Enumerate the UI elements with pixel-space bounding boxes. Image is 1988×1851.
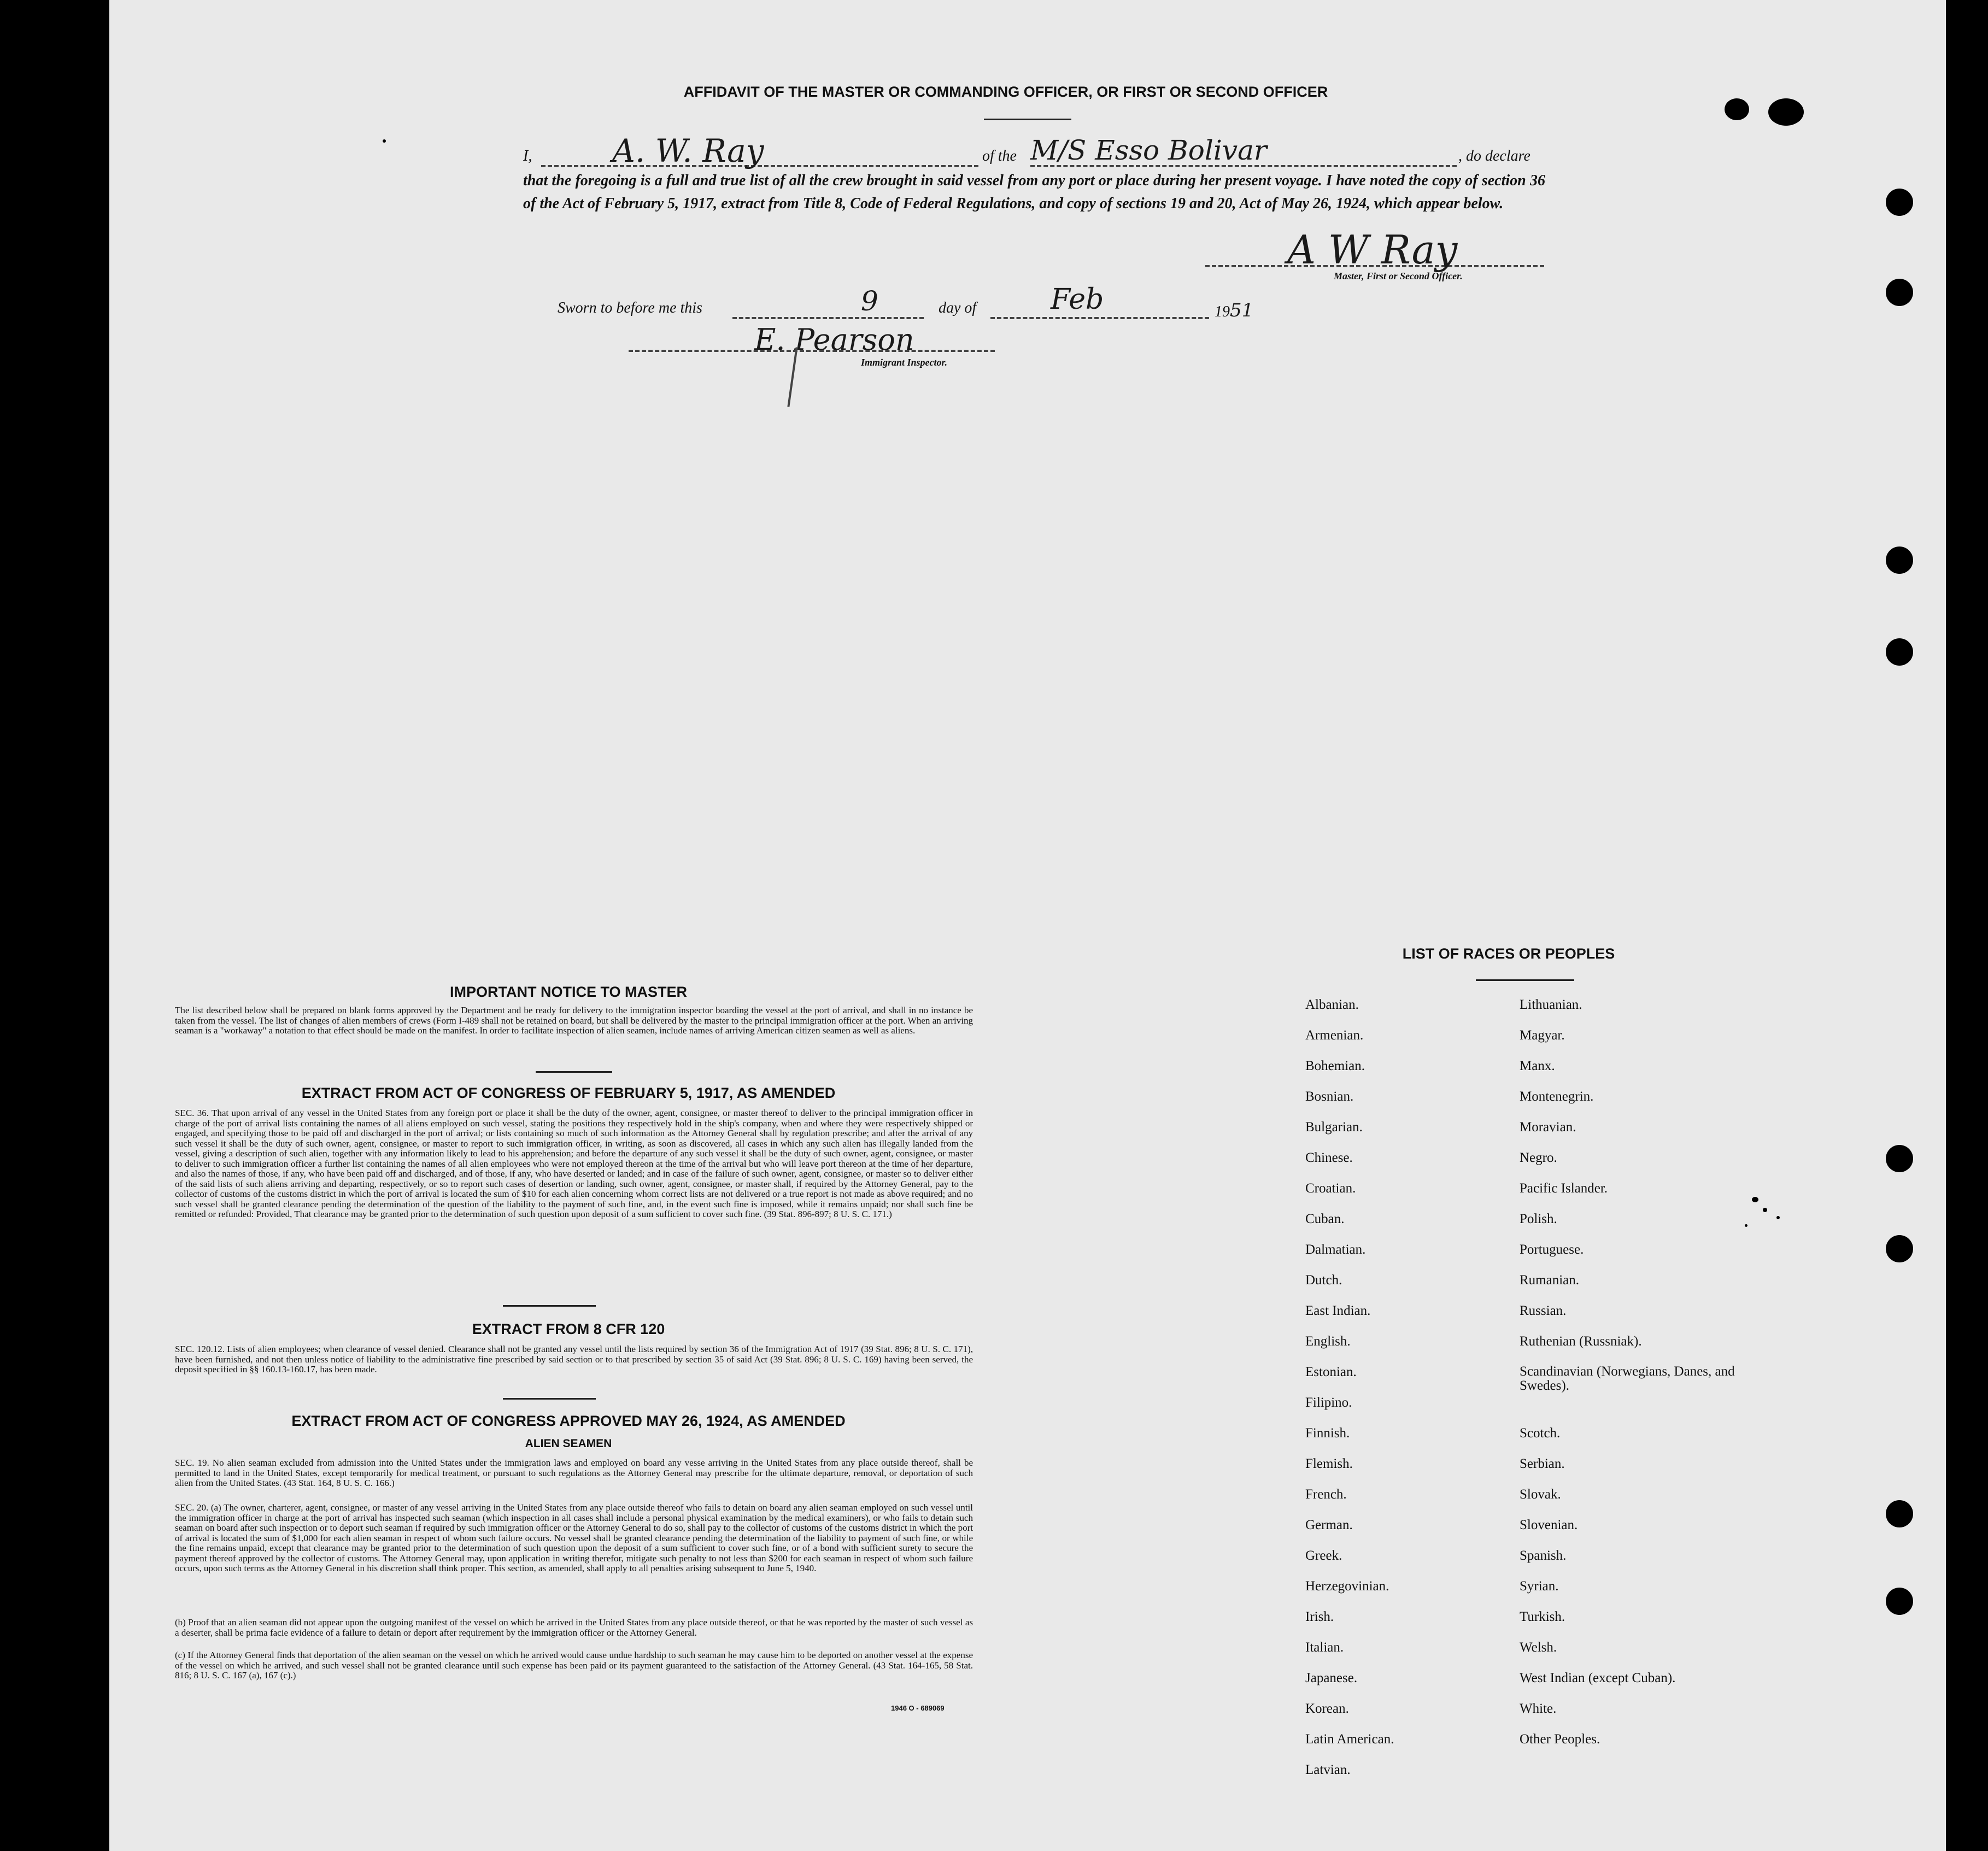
race-item: Latvian. bbox=[1305, 1762, 1351, 1777]
race-item: Slovenian. bbox=[1520, 1518, 1578, 1532]
race-item: Negro. bbox=[1520, 1150, 1557, 1165]
sworn-day-handwriting: 9 bbox=[861, 285, 878, 317]
print-code: 1946 O - 689069 bbox=[891, 1704, 945, 1712]
punch-hole bbox=[1886, 547, 1913, 574]
race-item: Portuguese. bbox=[1520, 1242, 1584, 1257]
vessel-name-handwriting: M/S Esso Bolivar bbox=[1030, 134, 1267, 166]
do-declare-label: , do declare bbox=[1458, 148, 1530, 164]
affidavit-i-label: I, bbox=[523, 148, 532, 164]
paper-speck bbox=[1776, 1216, 1780, 1219]
year-prefix: 19 bbox=[1215, 303, 1230, 320]
inspector-caption: Immigrant Inspector. bbox=[861, 357, 948, 368]
paper-speck bbox=[1763, 1208, 1767, 1212]
master-name-signature: A. W. Ray bbox=[612, 132, 764, 169]
race-item: Rumanian. bbox=[1520, 1273, 1580, 1288]
race-item: Other Peoples. bbox=[1520, 1732, 1600, 1747]
ink-blot bbox=[1725, 98, 1749, 120]
year-handwriting: 51 bbox=[1230, 299, 1254, 321]
race-item: Turkish. bbox=[1520, 1609, 1565, 1624]
punch-hole bbox=[1886, 1145, 1913, 1172]
race-item: Ruthenian (Russniak). bbox=[1520, 1334, 1642, 1349]
paper-speck bbox=[1752, 1197, 1758, 1202]
extract-1924-sec19: SEC. 19. No alien seaman excluded from admission into the United States under the immigration laws and employed on board any vesse arriving in the United States from any place outside thereof, shall be permitted to land in the United States, except temporarily for medical treatment, or pursuant to such regulations as the Attorney General may prescribe for the ultimate departure, removal, or deportation of such alien from the United States. (43 Stat. 164, 8 U. S. C. 166.) bbox=[175, 1458, 973, 1488]
notice-text: The list described below shall be prepared on blank forms approved by the Department and be ready for delivery to the immigration inspector boarding the vessel at the port of arrival, and shall in no instance be taken from the vessel. The list of changes of alien members of crews (Form I-489 shall not be retained on board, but shall be delivered by the master to the principal immigration officer at the port. When an arriving seaman is a "workaway" a notation to that effect should be made on the manifest. In order to facilitate inspection of alien seamen, include names of arriving American citizen seamen as well as aliens. bbox=[175, 1005, 973, 1036]
race-item: Italian. bbox=[1305, 1640, 1344, 1655]
extract-1917-text: SEC. 36. That upon arrival of any vessel in the United States from any foreign port or place it shall be the duty of the owner, agent, consignee, or master thereof to deliver to the principal immigration officer in charge of the port of arrival lists containing the names of all aliens employed on such vessel, stating the positions they respectively hold in the ship's company, when and where they were respectively shipped or engaged, and specifying those to be paid off and discharged in the port of arrival; or lists containing so much of such information as the Attorney General shall by regulation prescribe; and after the arrival of any such vessel it shall be the duty of such owner, agent, consignee, or master to report to such immigration officer, in writing, as soon as discovered, all cases in which any such alien has illegally landed from the vessel, giving a description of such alien, together with any information likely to lead to his apprehension; and before the departure of any such vessel it shall be the duty of such owner, agent, consignee, or master to deliver to such immigration officer a further list containing the names of all alien employees who were not employed thereon at the time of the arrival but who will leave port thereon at the time of her departure, and also the names of those, if any, who have been paid off and discharged, and of those, if any, who have deserted or landed; and in case of the failure of such owner, agent, consignee, or master so to deliver either of the said lists of such aliens arriving and departing, respectively, or so to report such cases of desertion or landing, such owner, agent, consignee, or master shall, if required by the Attorney General, pay to the collector of customs of the customs district in which the port of arrival is located the sum of $10 for each alien concerning whom correct lists are not delivered or a true report is not made as above required; and no such vessel shall be granted clearance pending the determination of the question of the liability to the payment of such fine, and, in the event such fine is imposed, while it remains unpaid; nor shall such fine be remitted or refunded: Provided, That clearance may be granted prior to the determination of such question upon deposit of a sum sufficient to cover such fine. (39 Stat. 896-897; 8 U. S. C. 171.) bbox=[175, 1108, 973, 1219]
race-item: Syrian. bbox=[1520, 1579, 1559, 1594]
race-item: Japanese. bbox=[1305, 1671, 1358, 1685]
race-item: Manx. bbox=[1520, 1059, 1555, 1073]
race-item: Latin American. bbox=[1305, 1732, 1394, 1747]
master-name-field bbox=[541, 132, 978, 169]
race-item: Finnish. bbox=[1305, 1426, 1350, 1441]
race-item: Korean. bbox=[1305, 1701, 1349, 1716]
ink-blot bbox=[1768, 98, 1804, 126]
divider bbox=[503, 1398, 596, 1400]
race-item: Albanian. bbox=[1305, 997, 1359, 1012]
race-item: Spanish. bbox=[1520, 1548, 1567, 1563]
race-item: Bohemian. bbox=[1305, 1059, 1365, 1073]
extract-1924-sec20c: (c) If the Attorney General finds that deportation of the alien seaman on the vessel on which he arrived would cause undue hardship to such seaman he may cause him to be deported on another vessel at the expense of the vessel on which he arrived, and such vessel shall not be granted clearance until such expense has been paid or its payment guaranteed to the satisfaction of the Attorney General. (43 Stat. 164-165, 58 Stat. 816; 8 U. S. C. 167 (a), 167 (c).) bbox=[175, 1650, 973, 1680]
race-item: Croatian. bbox=[1305, 1181, 1356, 1196]
punch-hole bbox=[1886, 638, 1913, 666]
race-item: Slovak. bbox=[1520, 1487, 1561, 1502]
extract-8cfr-heading: EXTRACT FROM 8 CFR 120 bbox=[472, 1321, 665, 1337]
notice-heading: IMPORTANT NOTICE TO MASTER bbox=[450, 984, 687, 1000]
race-item: Greek. bbox=[1305, 1548, 1342, 1563]
race-item: French. bbox=[1305, 1487, 1347, 1502]
divider bbox=[536, 1071, 612, 1073]
affidavit-body: that the foregoing is a full and true list of all the crew brought in said vessel from any port or place during her present voyage. I have noted the copy of section 36 of the Act of February 5, 1917, extract from Title 8, Code of Federal Regulations, and copy of sections 19 and 20, Act of May 26, 1924, which appear below. bbox=[523, 172, 1545, 212]
punch-hole bbox=[1886, 1235, 1913, 1262]
master-signature: A W Ray bbox=[1287, 227, 1458, 273]
race-item: Polish. bbox=[1520, 1212, 1557, 1226]
race-item: Armenian. bbox=[1305, 1028, 1364, 1043]
day-of-label: day of bbox=[939, 299, 977, 316]
extract-1917-heading: EXTRACT FROM ACT OF CONGRESS OF FEBRUARY 5, 1917, AS AMENDED bbox=[301, 1085, 836, 1101]
race-item: West Indian (except Cuban). bbox=[1520, 1671, 1676, 1685]
race-item: Welsh. bbox=[1520, 1640, 1557, 1655]
race-item: Herzegovinian. bbox=[1305, 1579, 1389, 1594]
race-item: Estonian. bbox=[1305, 1365, 1357, 1379]
race-item: German. bbox=[1305, 1518, 1353, 1532]
sworn-day-field bbox=[732, 285, 924, 319]
race-item: Scotch. bbox=[1520, 1426, 1561, 1441]
race-item: East Indian. bbox=[1305, 1303, 1371, 1318]
punch-hole bbox=[1886, 1500, 1913, 1527]
divider bbox=[503, 1305, 596, 1307]
race-item: Dutch. bbox=[1305, 1273, 1342, 1288]
race-item: Russian. bbox=[1520, 1303, 1567, 1318]
of-the-label: of the bbox=[982, 148, 1017, 164]
extract-8cfr-text: SEC. 120.12. Lists of alien employees; when clearance of vessel denied. Clearance shall not be granted any vessel until the lists required by section 36 of the Immigration Act of 1917 (39 Stat. 896; 8 U. S. C. 171), have been furnished, and not then unless notice of liability to the administrative fine prescribed by said section or to that prescribed by section 35 of said Act (39 Stat. 896; 8 U. S. C. 169) having been served, the deposit specified in §§ 160.13-160.17, has been made. bbox=[175, 1344, 973, 1374]
master-signature-caption: Master, First or Second Officer. bbox=[1334, 271, 1463, 281]
year-label bbox=[1215, 299, 1253, 321]
race-item: Scandinavian (Norwegians, Danes, and Swedes). bbox=[1520, 1364, 1735, 1393]
race-item: Irish. bbox=[1305, 1609, 1334, 1624]
sworn-label: Sworn to before me this bbox=[558, 299, 702, 316]
extract-1924-sec20a: SEC. 20. (a) The owner, charterer, agent, consignee, or master of any vessel arriving in the United States from any place outside thereof who fails to detain on board any alien seaman employed on such vessel until the immigration officer in charge at the port of arrival has inspected such seaman (which inspection in all cases shall include a personal physical examination by the medical examiners), or who fails to detain such seaman on board after such inspection or to deport such seaman if required by such immigration officer or the Attorney General to do so, shall pay to the collector of customs of the customs district in which the port of arrival is located the sum of $1,000 for each alien seaman in respect of whom such failure occurs. No vessel shall be granted clearance pending the determination of the liability to payment of such fine, or while the fine remains unpaid, except that clearance may be granted prior to the determination of such question upon the deposit of a sum sufficient to cover such fine, or of a bond with sufficient surety to secure the payment thereof approved by the collector of customs. The Attorney General may, upon application in writing therefor, mitigate such penalty to not less than $200 for each seaman in respect of whom such failure occurs, upon such terms as the Attorney General in his discretion shall think proper. This section, as amended, shall apply to all penalties arising subsequent to June 5, 1940. bbox=[175, 1502, 973, 1573]
divider bbox=[1476, 979, 1574, 981]
race-item: Filipino. bbox=[1305, 1395, 1352, 1410]
race-item: Moravian. bbox=[1520, 1120, 1576, 1135]
race-item: Bulgarian. bbox=[1305, 1120, 1363, 1135]
extract-1924-sec20b: (b) Proof that an alien seaman did not appear upon the outgoing manifest of the vessel on which he arrived in the United States from any place outside thereof, or that he was reported by the master of such vessel as a deserter, shall be prima facie evidence of a failure to detain or deport after requirement by the immigration officer or the Attorney General. bbox=[175, 1617, 973, 1638]
races-heading: LIST OF RACES OR PEOPLES bbox=[1402, 945, 1615, 962]
race-item: Bosnian. bbox=[1305, 1089, 1354, 1104]
race-item: Flemish. bbox=[1305, 1456, 1353, 1471]
inspector-signature: E. Pearson bbox=[754, 322, 914, 357]
punch-hole bbox=[1886, 279, 1913, 306]
page-title: AFFIDAVIT OF THE MASTER OR COMMANDING OFFICER, OR FIRST OR SECOND OFFICER bbox=[683, 84, 1328, 100]
extract-1924-heading: EXTRACT FROM ACT OF CONGRESS APPROVED MAY 26, 1924, AS AMENDED bbox=[291, 1413, 846, 1429]
extract-1924-subheading: ALIEN SEAMEN bbox=[525, 1437, 612, 1450]
race-item: Dalmatian. bbox=[1305, 1242, 1366, 1257]
races-right-column bbox=[1520, 997, 1749, 1762]
races-left-column bbox=[1305, 997, 1508, 1793]
divider bbox=[984, 119, 1071, 120]
race-item: Montenegrin. bbox=[1520, 1089, 1594, 1104]
race-item: White. bbox=[1520, 1701, 1557, 1716]
punch-hole bbox=[1886, 189, 1913, 216]
race-item: Serbian. bbox=[1520, 1456, 1565, 1471]
race-item: Chinese. bbox=[1305, 1150, 1353, 1165]
race-item: Cuban. bbox=[1305, 1212, 1345, 1226]
vessel-name-field bbox=[1030, 134, 1457, 167]
race-item: Lithuanian. bbox=[1520, 997, 1582, 1012]
paper-speck bbox=[383, 139, 386, 143]
race-item: Pacific Islander. bbox=[1520, 1181, 1608, 1196]
paper-speck bbox=[1745, 1224, 1747, 1227]
sworn-month-field bbox=[990, 283, 1209, 319]
race-item: English. bbox=[1305, 1334, 1351, 1349]
sworn-month-handwriting: Feb bbox=[1051, 283, 1104, 316]
race-item: Magyar. bbox=[1520, 1028, 1565, 1043]
punch-hole bbox=[1886, 1588, 1913, 1615]
